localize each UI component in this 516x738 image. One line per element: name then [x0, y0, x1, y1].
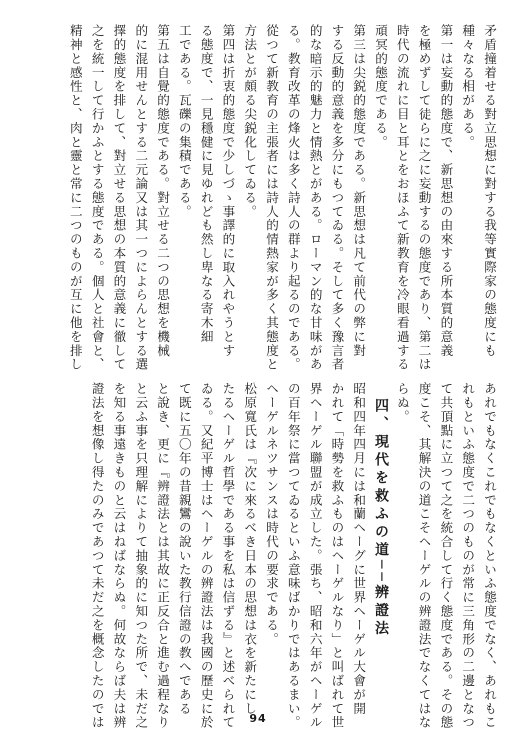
text-line: 第一は妄動的態度で、新思想の由來する所本質的意義 [438, 24, 454, 358]
text-line: する反動的意義を多分にもつてゐる。そして多く豫言者 [329, 24, 345, 372]
text-line: ゐる。又紀平博士はヘーゲルの辨證法は我國の歷史に於 [198, 382, 214, 730]
text-line: 方法とが頗る尖鋭化してゐる。 [242, 24, 258, 219]
text-line: 的に混用せんとする二元論又は其一つによらんとする選 [133, 24, 149, 372]
text-line: あれでもなくこれでもなくといふ態度でなく、あれもこ [482, 382, 497, 730]
text-line: らぬ。 [394, 382, 410, 424]
text-line: の百年祭に當つてゐるといふ意味ばかりではあるまい。 [285, 382, 301, 730]
text-line: と云ふ事を只理解によりて抽象的に知つた所で、未だ之 [133, 382, 149, 730]
text-line: れもといふ態度で二つのものが常に三角形の二邊となつ [460, 382, 476, 730]
text-line: 頑冥的態度である。 [373, 24, 389, 150]
text-line: 證法を想像し得たのみであつて未だ之を概念したのでは [89, 382, 105, 730]
text-line: て共頂點に立つて之を統合して行く態度である。その態 [438, 382, 454, 730]
text-line: 松原寬氏は『次に來るべき日本の思想は衣を新たにし [242, 382, 258, 716]
text-line: 第三は尖鋭的態度である。新思想は凡て前代の弊に對 [351, 24, 367, 358]
text-line: 種々なる相がある。 [460, 24, 476, 150]
text-line: 的な暗示的魅力と情熱とがある。ローマン的な甘味があ [307, 24, 323, 372]
text-line: 精神と感性と、肉と靈と常に二つのものが互に他を排し [67, 24, 83, 372]
text-line: る態度で、一見穩健に見ゆれども然し卑なる寄木細 [198, 24, 214, 344]
text-line: 昭和四年四月には和蘭ヘーグに世界ヘーゲル大會が開 [351, 382, 367, 716]
text-line: 第四は折衷的態度で少しづゝ事譯的に取入れやうとす [220, 24, 236, 358]
upper-text-block [0, 24, 500, 372]
page-number: 94 [249, 712, 267, 725]
text-line: 度こそ、其解決の道こそヘーゲルの辨證法でなくてはな [416, 382, 432, 730]
text-line: 之を統一して行かふとする態度である。個人と社會と、 [89, 24, 105, 372]
text-line: 第五は自覺的態度である。對立せる二つの思想を機械 [155, 24, 171, 358]
text-line: 擇的態度を排して、對立せる思想の本質的意義に徹して [111, 24, 127, 372]
section-heading: 四、現代を救ふの道──辨證法 [373, 398, 390, 639]
text-line: て既に五〇年の昔親鸞の說いた教行信證の教へである [176, 382, 192, 716]
text-line: 工である。瓦礫の集積である。 [176, 24, 192, 219]
text-line: と說き、更に『辨證法とは其故に正反合と進む過程なり [155, 382, 171, 730]
text-line: る。教育改革の烽火は多く詩人の群より起るのである。 [285, 24, 301, 372]
text-line: 矛盾撞着せる對立思想に對する我等實際家の態度にも [482, 24, 497, 358]
text-line: 界ヘーゲル聯盟が成立した。張ち、昭和六年がヘーゲル [307, 382, 323, 730]
text-line: を知る事遠きものと云はねばならぬ。何故ならば夫は辨 [111, 382, 127, 730]
text-line: を極めずして徒らに之に妄動するの態度であり、第二は [416, 24, 432, 372]
text-line: 時代の流れに目と耳とをおほふて新教育を冷眼看過する [394, 24, 410, 372]
text-line: かれて「時勢を救ふものはヘーゲルなり」と叫ばれて世 [329, 382, 345, 730]
text-line: 從つて新教育の主張者には詩人的情熱家が多く其態度と [264, 24, 280, 372]
text-line: たるヘーゲル哲學である事を私は信ずる』と述べられて [220, 382, 236, 730]
text-line: ヘーゲルネツサンスは時代の要求である。 [264, 382, 280, 647]
